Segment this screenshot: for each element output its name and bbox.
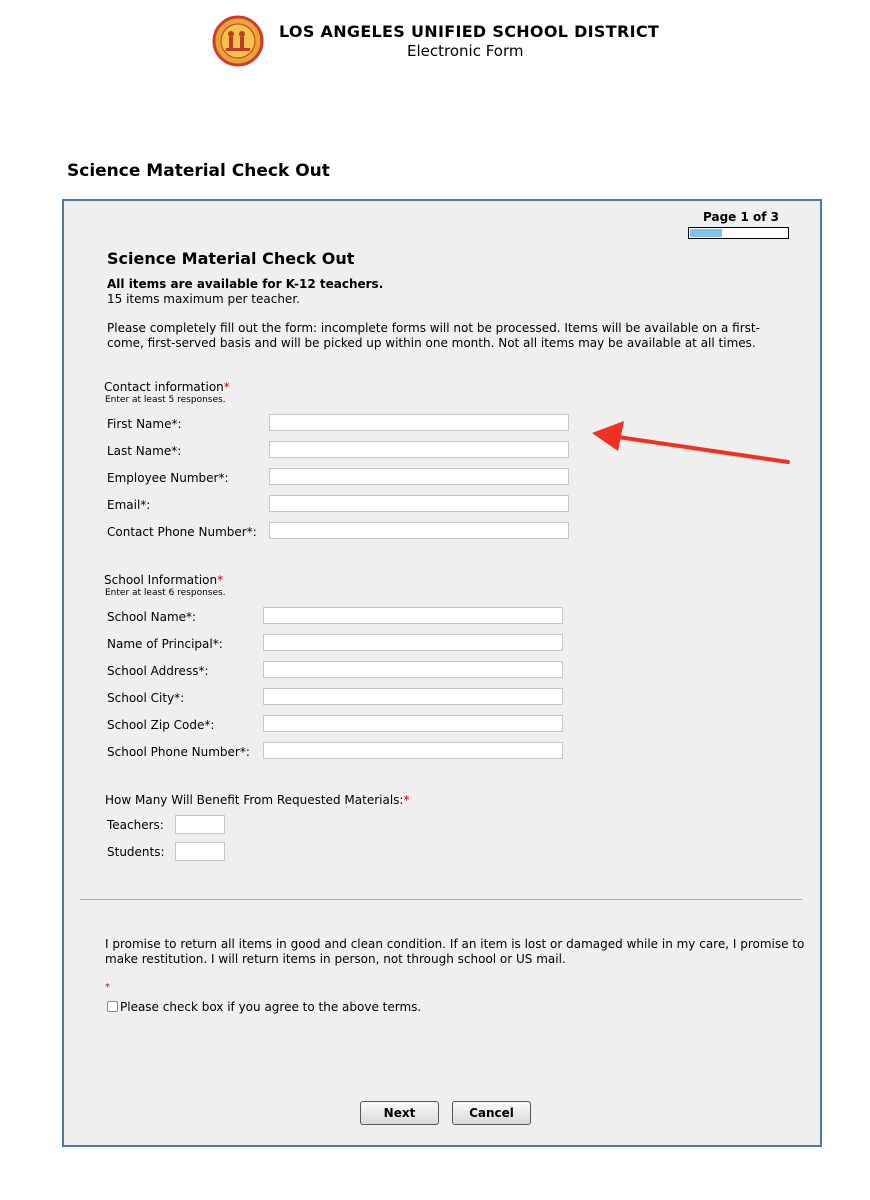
instructions: Please completely fill out the form: incomplete forms will not be processed. Items will be available on a first-come, first-served basis and will be picked up within one month. Not all items may be available at all times. [107,321,760,350]
availability-note: All items are available for K-12 teachers. [107,277,384,291]
contact-section-label [104,380,230,394]
header-subtitle: Electronic Form [407,42,524,60]
email-label: Email*: [107,498,151,512]
last-name-input[interactable] [269,441,569,458]
arrow-head [592,421,624,451]
section-divider [80,899,802,900]
contact-section-title: Contact information [104,380,224,394]
school-hint: Enter at least 6 responses. [105,588,226,598]
red-arrow-icon [590,420,800,470]
school-address-label: School Address*: [107,664,209,678]
contact-hint: Enter at least 5 responses. [105,395,226,405]
school-city-input[interactable] [263,688,563,705]
school-name-label: School Name*: [107,610,197,624]
promise-statement: I promise to return all items in good and clean condition. If an item is lost or damaged while in my care, I promise to make restitution. I will return items in person, not through school or US mail. [105,937,805,966]
school-section-title: School Information [104,573,218,587]
school-phone-label: School Phone Number*: [107,745,250,759]
required-mark: * [403,793,410,807]
progress-fill [690,229,722,237]
benefit-section-label [105,793,409,807]
school-zip-input[interactable] [263,715,563,732]
required-mark: * [223,380,230,394]
cancel-button[interactable]: Cancel [452,1101,531,1125]
benefit-section-title: How Many Will Benefit From Requested Materials: [105,793,404,807]
teachers-label: Teachers: [107,818,164,832]
first-name-label: First Name*: [107,417,182,431]
next-button[interactable]: Next [360,1101,439,1125]
agree-required-mark: * [105,982,110,993]
contact-phone-label: Contact Phone Number*: [107,525,257,539]
employee-number-input[interactable] [269,468,569,485]
form-heading: Science Material Check Out [107,249,355,268]
employee-number-label: Employee Number*: [107,471,229,485]
principal-name-input[interactable] [263,634,563,651]
school-address-input[interactable] [263,661,563,678]
school-name-input[interactable] [263,607,563,624]
district-name: LOS ANGELES UNIFIED SCHOOL DISTRICT [279,22,660,41]
required-mark: * [217,573,224,587]
students-label: Students: [107,845,165,859]
teachers-count-input[interactable] [175,815,225,834]
school-section-label [104,573,223,587]
contact-phone-input[interactable] [269,522,569,539]
agree-label[interactable]: Please check box if you agree to the above terms. [120,1000,422,1014]
progress-bar [688,227,789,239]
lausd-seal-icon [212,15,264,67]
last-name-label: Last Name*: [107,444,182,458]
email-input[interactable] [269,495,569,512]
principal-name-label: Name of Principal*: [107,637,223,651]
students-count-input[interactable] [175,842,225,861]
page-indicator: Page 1 of 3 [703,210,779,224]
school-phone-input[interactable] [263,742,563,759]
school-city-label: School City*: [107,691,185,705]
school-zip-label: School Zip Code*: [107,718,215,732]
page-title: Science Material Check Out [67,161,330,181]
first-name-input[interactable] [269,414,569,431]
max-items-note: 15 items maximum per teacher. [107,292,300,306]
agree-checkbox[interactable] [107,1001,118,1012]
arrow-shaft [618,437,788,462]
